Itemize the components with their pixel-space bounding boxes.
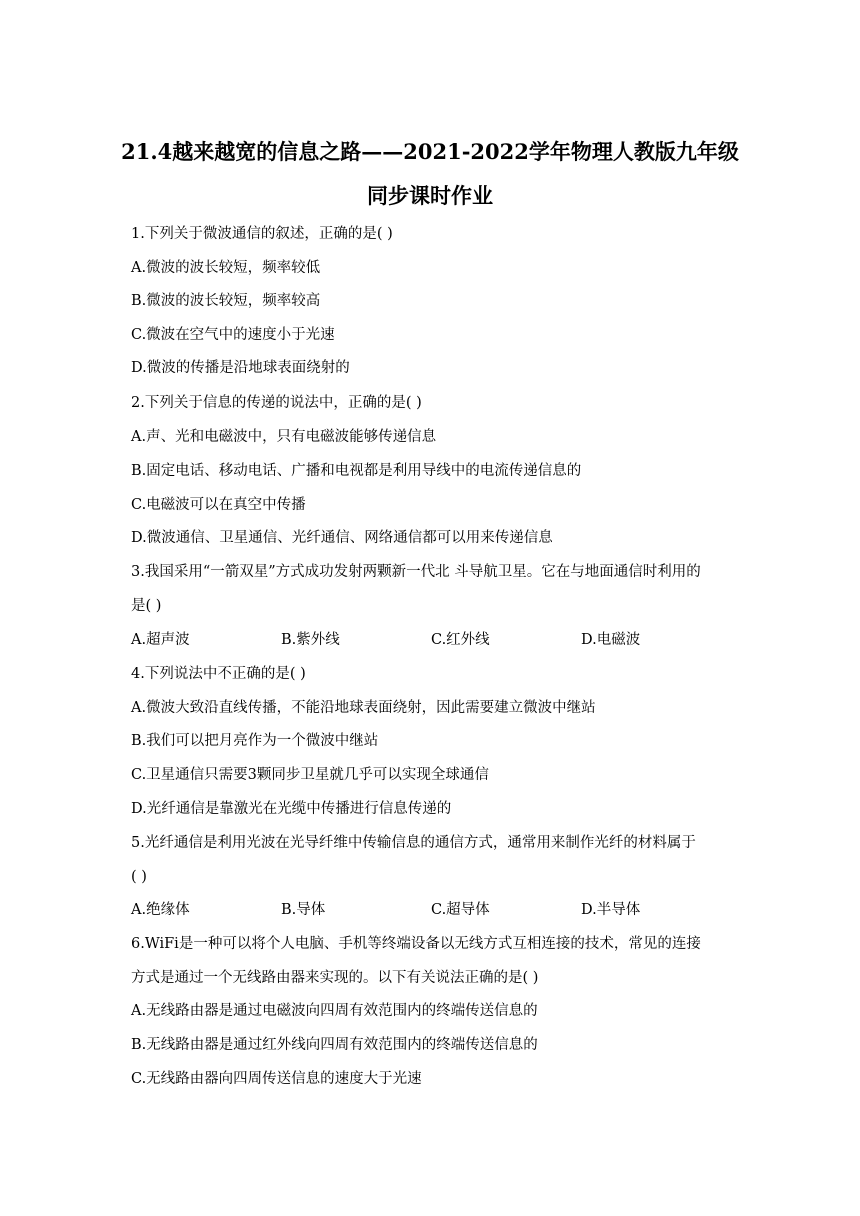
question-3-option-d: D.电磁波 bbox=[581, 632, 641, 648]
question-6-stem-line-2: 方式是通过一个无线路由器来实现的。以下有关说法正确的是( ) bbox=[131, 970, 539, 986]
question-1-stem: 1.下列关于微波通信的叙述，正确的是( ) bbox=[131, 226, 393, 242]
question-5-option-d: D.半导体 bbox=[581, 902, 641, 918]
question-1-option-b: B.微波的波长较短，频率较高 bbox=[131, 293, 321, 309]
question-2-option-a: A.声、光和电磁波中，只有电磁波能够传递信息 bbox=[131, 429, 437, 445]
document-title-line-2: 同步课时作业 bbox=[367, 183, 493, 208]
question-2-option-b: B.固定电话、移动电话、广播和电视都是利用导线中的电流传递信息的 bbox=[131, 463, 582, 479]
question-5-option-a: A.绝缘体 bbox=[131, 902, 190, 918]
question-2-stem: 2.下列关于信息的传递的说法中，正确的是( ) bbox=[131, 395, 422, 411]
question-6-option-c: C.无线路由器向四周传送信息的速度大于光速 bbox=[131, 1071, 422, 1087]
question-4-option-b: B.我们可以把月亮作为一个微波中继站 bbox=[131, 733, 379, 749]
question-3-option-a: A.超声波 bbox=[131, 632, 190, 648]
question-2-option-c: C.电磁波可以在真空中传播 bbox=[131, 497, 306, 513]
question-3-option-c: C.红外线 bbox=[431, 632, 490, 648]
question-3-stem-line-1: 3.我国采用“一箭双星”方式成功发射两颗新一代北 斗导航卫星。它在与地面通信时利用的 bbox=[131, 564, 701, 580]
question-1-option-d: D.微波的传播是沿地球表面绕射的 bbox=[131, 360, 350, 376]
document-title-line-1: 21.4越来越宽的信息之路——2021-2022学年物理人教版九年级 bbox=[121, 139, 739, 164]
question-5-stem-line-1: 5.光纤通信是利用光波在光导纤维中传输信息的通信方式，通常用来制作光纤的材料属于 bbox=[131, 835, 696, 851]
question-6-option-a: A.无线路由器是通过电磁波向四周有效范围内的终端传送信息的 bbox=[131, 1003, 538, 1019]
question-4-option-d: D.光纤通信是靠激光在光缆中传播进行信息传递的 bbox=[131, 801, 452, 817]
question-4-stem: 4.下列说法中不正确的是( ) bbox=[131, 666, 306, 682]
question-2-option-d: D.微波通信、卫星通信、光纤通信、网络通信都可以用来传递信息 bbox=[131, 530, 553, 546]
question-5-option-b: B.导体 bbox=[281, 902, 326, 918]
question-1-option-a: A.微波的波长较短，频率较低 bbox=[131, 260, 321, 276]
question-3-stem-line-2: 是( ) bbox=[131, 598, 162, 614]
question-5-stem-line-2: ( ) bbox=[131, 869, 147, 885]
question-6-stem-line-1: 6.WiFi是一种可以将个人电脑、手机等终端设备以无线方式互相连接的技术，常见的连接 bbox=[131, 936, 701, 952]
question-5-option-c: C.超导体 bbox=[431, 902, 490, 918]
question-1-option-c: C.微波在空气中的速度小于光速 bbox=[131, 327, 335, 343]
question-6-option-b: B.无线路由器是通过红外线向四周有效范围内的终端传送信息的 bbox=[131, 1037, 538, 1053]
question-4-option-a: A.微波大致沿直线传播，不能沿地球表面绕射，因此需要建立微波中继站 bbox=[131, 700, 596, 716]
question-3-option-b: B.紫外线 bbox=[281, 632, 340, 648]
question-4-option-c: C.卫星通信只需要3颗同步卫星就几乎可以实现全球通信 bbox=[131, 767, 489, 783]
